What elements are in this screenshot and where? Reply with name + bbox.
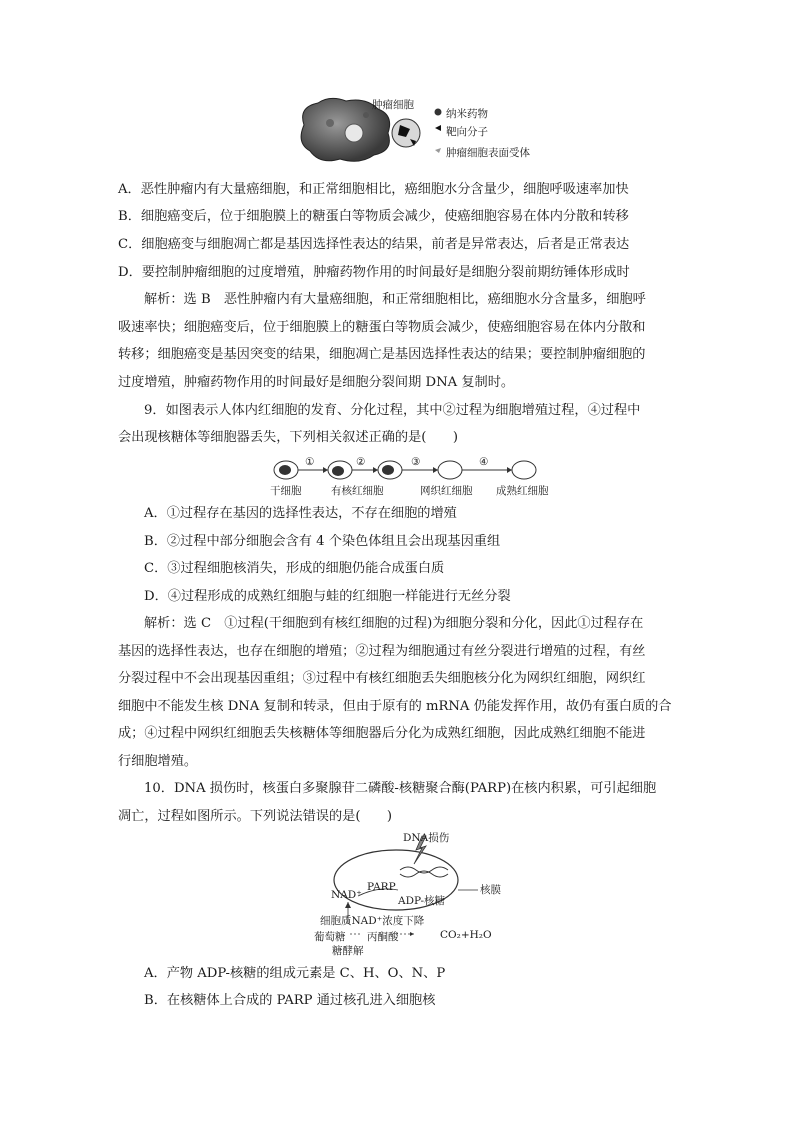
targeting-molecule-icon <box>435 125 441 131</box>
label-nucleated-rbc: 有核红细胞 <box>331 485 384 497</box>
label-reticulocyte: 网织红细胞 <box>420 485 473 497</box>
q10-option-a: A．产物 ADP-核糖的组成元素是 C、H、O、N、P <box>144 966 446 981</box>
legend-receptor: 肿瘤细胞表面受体 <box>446 147 530 159</box>
step-3: ③ <box>411 456 421 468</box>
step-2: ② <box>356 456 366 468</box>
q9-stem-line-2: 会出现核糖体等细胞器丢失，下列相关叙述正确的是( ) <box>118 430 458 445</box>
q8-analysis-line-2: 吸速率快；细胞癌变后，位于细胞膜上的糖蛋白等物质会减少，使癌细胞容易在体内分散和 <box>118 320 646 335</box>
tumor-cell-label: 肿瘤细胞 <box>372 99 414 111</box>
q10-option-b: B．在核糖体上合成的 PARP 通过核孔进入细胞核 <box>144 993 436 1008</box>
label-stem-cell: 干细胞 <box>270 485 302 497</box>
q8-option-a: A．恶性肿瘤内有大量癌细胞，和正常细胞相比，癌细胞水分含量少，细胞呼吸速率加快 <box>118 182 629 197</box>
q10-stem-line-1: 10．DNA 损伤时，核蛋白多聚腺苷二磷酸-核糖聚合酶(PARP)在核内积累，可引起细胞 <box>144 781 657 796</box>
legend-nano-drug: 纳米药物 <box>446 108 488 120</box>
dna-helix <box>400 867 448 873</box>
q8-analysis-line-4: 过度增殖，肿瘤药物作用的时间最好是细胞分裂间期 DNA 复制时。 <box>118 375 515 390</box>
label-nad-drop: 细胞质NAD⁺浓度下降 <box>320 915 425 927</box>
q9-analysis-line-4: 细胞中不能发生核 DNA 复制和转录，但由于原有的 mRNA 仍能发挥作用，故仍有蛋白质的合 <box>118 699 672 714</box>
label-nuclear-membrane: 核膜 <box>480 884 501 896</box>
q9-analysis-line-6: 行细胞增殖。 <box>118 754 198 769</box>
step-4: ④ <box>479 456 489 468</box>
receptor-icon <box>435 148 441 153</box>
q10-stem-line-2: 凋亡，过程如图所示。下列说法错误的是( ) <box>118 809 393 824</box>
q9-analysis-line-2: 基因的选择性表达，也存在细胞的增殖；②过程为细胞通过有丝分裂进行增殖的过程，有丝 <box>118 644 646 659</box>
label-products: CO₂+H₂O <box>440 929 492 941</box>
legend-targeting-molecule: 靶向分子 <box>446 126 488 138</box>
step-1: ① <box>305 456 315 468</box>
q9-option-a: A．①过程存在基因的选择性表达，不存在细胞的增殖 <box>144 506 457 521</box>
label-mature-rbc: 成熟红细胞 <box>496 485 549 497</box>
q9-stem-line-1: 9．如图表示人体内红细胞的发育、分化过程，其中②过程为细胞增殖过程，④过程中 <box>144 403 641 418</box>
q8-analysis-line-1: 解析：选 B 恶性肿瘤内有大量癌细胞，和正常细胞相比，癌细胞水分含量多，细胞呼 <box>144 292 646 307</box>
label-parp: PARP <box>367 881 396 893</box>
label-glycolysis: 糖酵解 <box>332 945 364 957</box>
label-pyruvate: 丙酮酸 <box>367 931 399 943</box>
q8-option-c: C．细胞癌变与细胞凋亡都是基因选择性表达的结果，前者是异常表达，后者是正常表达 <box>118 237 630 252</box>
q9-option-b: B．②过程中部分细胞会含有 4 个染色体组且会出现基因重组 <box>144 534 501 549</box>
q9-analysis-line-1: 解析：选 C ①过程(干细胞到有核红细胞的过程)为细胞分裂和分化，因此①过程存在 <box>144 616 644 631</box>
q9-analysis-line-3: 分裂过程中不会出现基因重组；③过程中有核红细胞丢失细胞核分化为网织红细胞，网织红 <box>118 671 646 686</box>
label-dna-damage: DNA损伤 <box>403 832 450 844</box>
label-adp-ribose: ADP-核糖 <box>398 895 446 907</box>
label-glucose: 葡萄糖 <box>314 931 346 943</box>
q9-option-d: D．④过程形成的成熟红细胞与蛙的红细胞一样能进行无丝分裂 <box>144 589 511 604</box>
label-nad: NAD⁺ <box>331 889 362 901</box>
q8-analysis-line-3: 转移；细胞癌变是基因突变的结果，细胞凋亡是基因选择性表达的结果；要控制肿瘤细胞的 <box>118 347 646 362</box>
q8-option-d: D．要控制肿瘤细胞的过度增殖，肿瘤药物作用的时间最好是细胞分裂前期纺锤体形成时 <box>118 265 630 280</box>
reticulocyte-shape <box>438 461 462 479</box>
q9-analysis-line-5: 成；④过程中网织红细胞丢失核糖体等细胞器后分化为成熟红细胞，因此成熟红细胞不能进 <box>118 726 646 741</box>
q9-option-c: C．③过程细胞核消失，形成的细胞仍能合成蛋白质 <box>144 561 445 576</box>
q8-option-b: B．细胞癌变后，位于细胞膜上的糖蛋白等物质会减少，使癌细胞容易在体内分散和转移 <box>118 209 629 224</box>
nano-drug-icon <box>435 109 442 116</box>
mature-rbc-shape <box>512 461 536 479</box>
